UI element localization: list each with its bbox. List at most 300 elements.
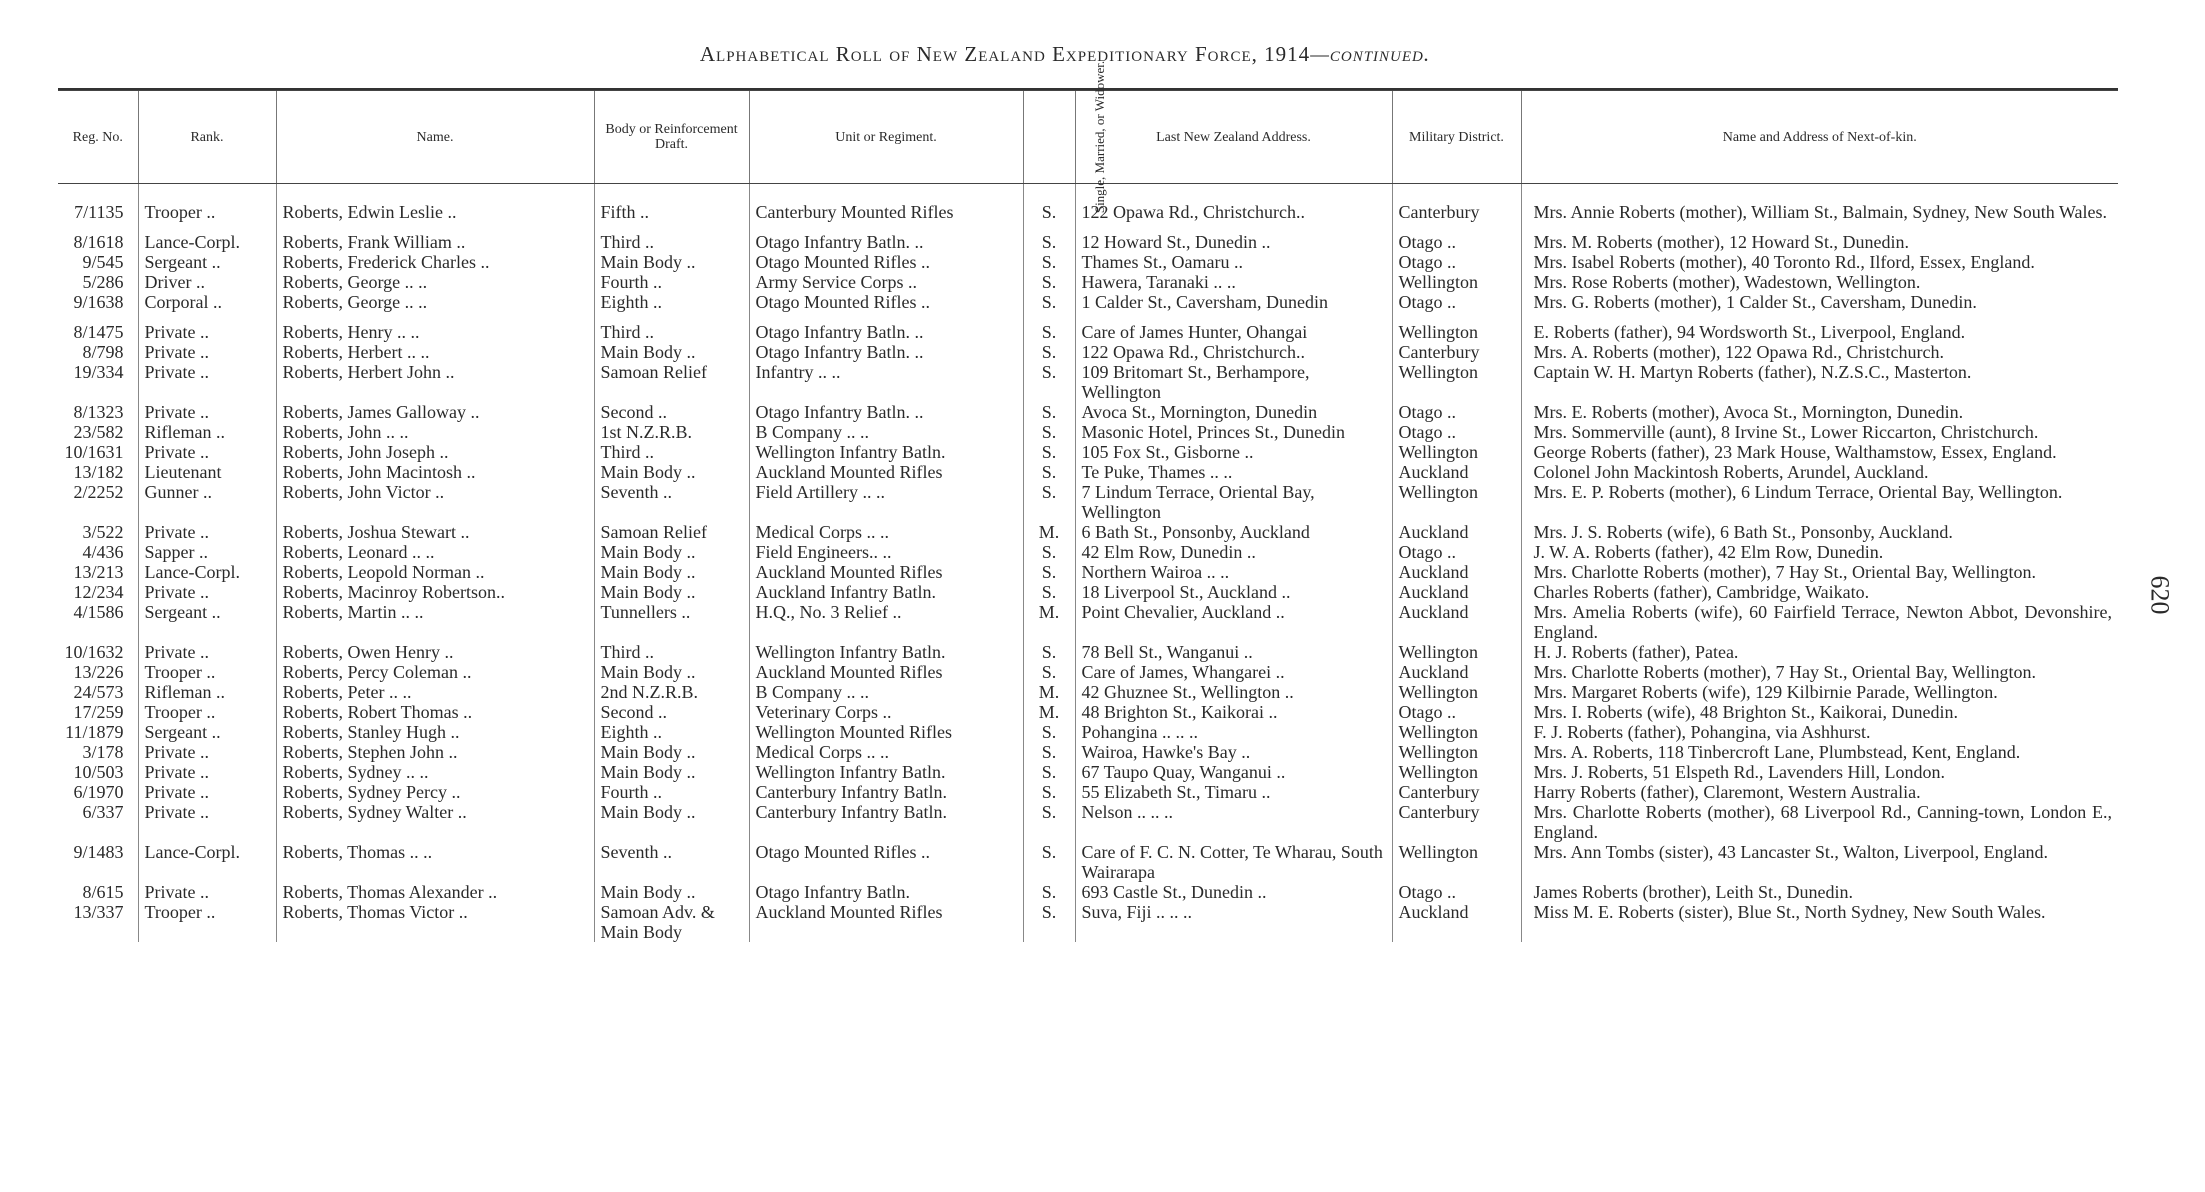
draft-cell: Main Body .. — [594, 742, 749, 762]
header-address: Last New Zealand Address. — [1075, 91, 1392, 184]
next-of-kin-cell: Colonel John Mackintosh Roberts, Arundel, Auckland. — [1521, 462, 2118, 482]
address-cell: Care of James Hunter, Ohangai — [1075, 312, 1392, 342]
name-cell: Roberts, Stanley Hugh .. — [276, 722, 594, 742]
status-cell: S. — [1023, 482, 1075, 522]
district-cell: Otago .. — [1392, 402, 1521, 422]
status-cell: S. — [1023, 252, 1075, 272]
draft-cell: Eighth .. — [594, 292, 749, 312]
reg-no-cell: 9/1483 — [73, 842, 124, 862]
address-cell: Thames St., Oamaru .. — [1075, 252, 1392, 272]
draft-cell: Fifth .. — [594, 202, 749, 222]
rank-cell: Sergeant .. — [138, 252, 276, 272]
draft-cell: Samoan Relief — [594, 522, 749, 542]
next-of-kin-cell: H. J. Roberts (father), Patea. — [1521, 642, 2118, 662]
reg-no-cell: 23/582 — [73, 422, 124, 442]
address-cell: Hawera, Taranaki .. .. — [1075, 272, 1392, 292]
next-of-kin-cell: Mrs. E. Roberts (mother), Avoca St., Mornington, Dunedin. — [1521, 402, 2118, 422]
draft-cell: Third .. — [594, 312, 749, 342]
table-row — [58, 292, 2118, 312]
unit-cell: Wellington Infantry Batln. — [749, 642, 1023, 662]
unit-cell: Otago Mounted Rifles .. — [749, 842, 1023, 882]
reg-no-cell: 10/503 — [73, 762, 124, 782]
status-cell: M. — [1023, 702, 1075, 722]
unit-cell: Otago Infantry Batln. .. — [749, 312, 1023, 342]
next-of-kin-cell: Mrs. J. S. Roberts (wife), 6 Bath St., Ponsonby, Auckland. — [1521, 522, 2118, 542]
unit-cell: Infantry .. .. — [749, 362, 1023, 402]
unit-cell: Otago Infantry Batln. .. — [749, 222, 1023, 252]
table-row — [58, 562, 2118, 582]
district-cell: Wellington — [1392, 442, 1521, 462]
table-row — [58, 202, 2118, 222]
unit-cell: Auckland Mounted Rifles — [749, 462, 1023, 482]
name-cell: Roberts, Peter .. .. — [276, 682, 594, 702]
district-cell: Otago .. — [1392, 222, 1521, 252]
rank-cell: Private .. — [138, 642, 276, 662]
address-cell: 48 Brighton St., Kaikorai .. — [1075, 702, 1392, 722]
next-of-kin-cell: Mrs. Rose Roberts (mother), Wadestown, Wellington. — [1521, 272, 2118, 292]
rank-cell: Sergeant .. — [138, 722, 276, 742]
rank-cell: Sapper .. — [138, 542, 276, 562]
table-row — [58, 522, 2118, 542]
status-cell: M. — [1023, 682, 1075, 702]
next-of-kin-cell: Charles Roberts (father), Cambridge, Waikato. — [1521, 582, 2118, 602]
next-of-kin-cell: Mrs. Margaret Roberts (wife), 129 Kilbirnie Parade, Wellington. — [1521, 682, 2118, 702]
address-cell: 18 Liverpool St., Auckland .. — [1075, 582, 1392, 602]
reg-no-cell: 10/1631 — [64, 442, 124, 462]
address-cell: 42 Ghuznee St., Wellington .. — [1075, 682, 1392, 702]
draft-cell: Eighth .. — [594, 722, 749, 742]
status-cell: S. — [1023, 642, 1075, 662]
table-row — [58, 442, 2118, 462]
district-cell: Wellington — [1392, 722, 1521, 742]
rank-cell: Gunner .. — [138, 482, 276, 522]
unit-cell: Otago Mounted Rifles .. — [749, 292, 1023, 312]
next-of-kin-cell: Mrs. M. Roberts (mother), 12 Howard St., Dunedin. — [1521, 222, 2118, 252]
status-cell: S. — [1023, 422, 1075, 442]
header-kin: Name and Address of Next-of-kin. — [1521, 91, 2118, 184]
status-cell: S. — [1023, 202, 1075, 222]
rank-cell: Private .. — [138, 582, 276, 602]
district-cell: Wellington — [1392, 272, 1521, 292]
table-row — [58, 882, 2118, 902]
unit-cell: Otago Infantry Batln. — [749, 882, 1023, 902]
name-cell: Roberts, John Macintosh .. — [276, 462, 594, 482]
district-cell: Otago .. — [1392, 292, 1521, 312]
status-cell: S. — [1023, 662, 1075, 682]
draft-cell: 1st N.Z.R.B. — [594, 422, 749, 442]
name-cell: Roberts, Martin .. .. — [276, 602, 594, 642]
address-cell: Suva, Fiji .. .. .. — [1075, 902, 1392, 942]
next-of-kin-cell: Mrs. A. Roberts (mother), 122 Opawa Rd., Christchurch. — [1521, 342, 2118, 362]
reg-no-cell: 3/178 — [82, 742, 124, 762]
district-cell: Otago .. — [1392, 422, 1521, 442]
reg-no-cell: 9/1638 — [73, 292, 124, 312]
next-of-kin-cell: James Roberts (brother), Leith St., Dunedin. — [1521, 882, 2118, 902]
address-cell: 122 Opawa Rd., Christchurch.. — [1075, 342, 1392, 362]
name-cell: Roberts, Thomas Alexander .. — [276, 882, 594, 902]
header-district: Military District. — [1392, 91, 1521, 184]
table-row — [58, 702, 2118, 722]
draft-cell: Fourth .. — [594, 272, 749, 292]
next-of-kin-cell: Mrs. Amelia Roberts (wife), 60 Fairfield Terrace, Newton Abbot, Devonshire, England. — [1521, 602, 2118, 642]
table-row — [58, 902, 2118, 942]
name-cell: Roberts, Frederick Charles .. — [276, 252, 594, 272]
district-cell: Auckland — [1392, 522, 1521, 542]
district-cell: Wellington — [1392, 742, 1521, 762]
draft-cell: Main Body .. — [594, 542, 749, 562]
rank-cell: Trooper .. — [138, 202, 276, 222]
status-cell: S. — [1023, 562, 1075, 582]
address-cell: Northern Wairoa .. .. — [1075, 562, 1392, 582]
reg-no-cell: 4/436 — [82, 542, 124, 562]
header-rank: Rank. — [138, 91, 276, 184]
next-of-kin-cell: J. W. A. Roberts (father), 42 Elm Row, Dunedin. — [1521, 542, 2118, 562]
reg-no-cell: 8/1323 — [73, 402, 124, 422]
name-cell: Roberts, Frank William .. — [276, 222, 594, 252]
next-of-kin-cell: F. J. Roberts (father), Pohangina, via Ashhurst. — [1521, 722, 2118, 742]
unit-cell: Otago Mounted Rifles .. — [749, 252, 1023, 272]
next-of-kin-cell: Miss M. E. Roberts (sister), Blue St., North Sydney, New South Wales. — [1521, 902, 2118, 942]
reg-no-cell: 2/2252 — [73, 482, 124, 502]
next-of-kin-cell: George Roberts (father), 23 Mark House, Walthamstow, Essex, England. — [1521, 442, 2118, 462]
rank-cell: Lance-Corpl. — [138, 222, 276, 252]
status-cell: S. — [1023, 362, 1075, 402]
roll-table — [58, 60, 2118, 942]
unit-cell: B Company .. .. — [749, 422, 1023, 442]
address-cell: 78 Bell St., Wanganui .. — [1075, 642, 1392, 662]
reg-no-cell: 10/1632 — [64, 642, 124, 662]
rank-cell: Lance-Corpl. — [138, 842, 276, 882]
rank-cell: Corporal .. — [138, 292, 276, 312]
rank-cell: Private .. — [138, 342, 276, 362]
rank-cell: Trooper .. — [138, 662, 276, 682]
address-cell: 693 Castle St., Dunedin .. — [1075, 882, 1392, 902]
rank-cell: Private .. — [138, 362, 276, 402]
status-cell: S. — [1023, 762, 1075, 782]
draft-cell: Third .. — [594, 642, 749, 662]
next-of-kin-cell: Mrs. J. Roberts, 51 Elspeth Rd., Lavenders Hill, London. — [1521, 762, 2118, 782]
rank-cell: Rifleman .. — [138, 682, 276, 702]
district-cell: Wellington — [1392, 842, 1521, 882]
header-name: Name. — [276, 91, 594, 184]
name-cell: Roberts, James Galloway .. — [276, 402, 594, 422]
name-cell: Roberts, Percy Coleman .. — [276, 662, 594, 682]
district-cell: Wellington — [1392, 642, 1521, 662]
next-of-kin-cell: Mrs. Sommerville (aunt), 8 Irvine St., Lower Riccarton, Christchurch. — [1521, 422, 2118, 442]
next-of-kin-cell: Harry Roberts (father), Claremont, Western Australia. — [1521, 782, 2118, 802]
reg-no-cell: 3/522 — [82, 522, 124, 542]
draft-cell: Third .. — [594, 222, 749, 252]
table-row — [58, 342, 2118, 362]
unit-cell: H.Q., No. 3 Relief .. — [749, 602, 1023, 642]
address-cell: 122 Opawa Rd., Christchurch.. — [1075, 202, 1392, 222]
rank-cell: Private .. — [138, 402, 276, 422]
status-cell: S. — [1023, 542, 1075, 562]
next-of-kin-cell: Mrs. Isabel Roberts (mother), 40 Toronto Rd., Ilford, Essex, England. — [1521, 252, 2118, 272]
roll-body — [58, 184, 2118, 943]
reg-no-cell: 5/286 — [82, 272, 124, 292]
reg-no-cell: 6/337 — [82, 802, 124, 822]
table-row — [58, 802, 2118, 842]
draft-cell: Main Body .. — [594, 252, 749, 272]
status-cell: S. — [1023, 882, 1075, 902]
reg-no-cell: 13/182 — [73, 462, 124, 482]
rank-cell: Lance-Corpl. — [138, 562, 276, 582]
address-cell: 6 Bath St., Ponsonby, Auckland — [1075, 522, 1392, 542]
draft-cell: Main Body .. — [594, 802, 749, 842]
rank-cell: Trooper .. — [138, 902, 276, 942]
district-cell: Wellington — [1392, 682, 1521, 702]
unit-cell: Army Service Corps .. — [749, 272, 1023, 292]
status-cell: S. — [1023, 402, 1075, 422]
name-cell: Roberts, Herbert John .. — [276, 362, 594, 402]
address-cell: Masonic Hotel, Princes St., Dunedin — [1075, 422, 1392, 442]
rank-cell: Driver .. — [138, 272, 276, 292]
reg-no-cell: 8/1618 — [73, 232, 124, 252]
page-number: 620 — [2145, 575, 2175, 615]
table-row — [58, 742, 2118, 762]
district-cell: Auckland — [1392, 562, 1521, 582]
name-cell: Roberts, Sydney Percy .. — [276, 782, 594, 802]
status-cell: M. — [1023, 602, 1075, 642]
table-row — [58, 402, 2118, 422]
district-cell: Wellington — [1392, 362, 1521, 402]
address-cell: Avoca St., Mornington, Dunedin — [1075, 402, 1392, 422]
next-of-kin-cell: Captain W. H. Martyn Roberts (father), N.Z.S.C., Masterton. — [1521, 362, 2118, 402]
next-of-kin-cell: Mrs. I. Roberts (wife), 48 Brighton St., Kaikorai, Dunedin. — [1521, 702, 2118, 722]
rank-cell: Private .. — [138, 742, 276, 762]
draft-cell: Seventh .. — [594, 842, 749, 882]
status-cell: S. — [1023, 582, 1075, 602]
name-cell: Roberts, Edwin Leslie .. — [276, 202, 594, 222]
status-cell: S. — [1023, 902, 1075, 942]
rank-cell: Private .. — [138, 442, 276, 462]
title-main: Alphabetical Roll of New Zealand Expeditionary Force, 1914 — [699, 42, 1311, 66]
district-cell: Otago .. — [1392, 542, 1521, 562]
table-row — [58, 782, 2118, 802]
rank-cell: Private .. — [138, 522, 276, 542]
next-of-kin-cell: Mrs. Annie Roberts (mother), William St., Balmain, Sydney, New South Wales. — [1521, 202, 2118, 222]
unit-cell: Wellington Infantry Batln. — [749, 442, 1023, 462]
unit-cell: B Company .. .. — [749, 682, 1023, 702]
address-cell: Care of F. C. N. Cotter, Te Wharau, South Wairarapa — [1075, 842, 1392, 882]
draft-cell: Main Body .. — [594, 582, 749, 602]
unit-cell: Field Artillery .. .. — [749, 482, 1023, 522]
unit-cell: Canterbury Infantry Batln. — [749, 782, 1023, 802]
reg-no-cell: 17/259 — [73, 702, 124, 722]
next-of-kin-cell: Mrs. A. Roberts, 118 Tinbercroft Lane, Plumbstead, Kent, England. — [1521, 742, 2118, 762]
reg-no-cell: 8/1475 — [73, 322, 124, 342]
status-cell: S. — [1023, 272, 1075, 292]
next-of-kin-cell: Mrs. Ann Tombs (sister), 43 Lancaster St., Walton, Liverpool, England. — [1521, 842, 2118, 882]
address-cell: 55 Elizabeth St., Timaru .. — [1075, 782, 1392, 802]
address-cell: Pohangina .. .. .. — [1075, 722, 1392, 742]
draft-cell: Main Body .. — [594, 762, 749, 782]
draft-cell: Seventh .. — [594, 482, 749, 522]
name-cell: Roberts, Henry .. .. — [276, 312, 594, 342]
district-cell: Auckland — [1392, 602, 1521, 642]
status-cell: S. — [1023, 802, 1075, 842]
district-cell: Canterbury — [1392, 202, 1521, 222]
next-of-kin-cell: Mrs. E. P. Roberts (mother), 6 Lindum Terrace, Oriental Bay, Wellington. — [1521, 482, 2118, 522]
district-cell: Wellington — [1392, 312, 1521, 342]
district-cell: Otago .. — [1392, 702, 1521, 722]
table-row — [58, 482, 2118, 522]
table-row — [58, 842, 2118, 882]
header-status-label: Single, Married, or Widower. — [1091, 60, 1107, 213]
reg-no-cell: 4/1586 — [73, 602, 124, 622]
address-cell: 12 Howard St., Dunedin .. — [1075, 222, 1392, 252]
reg-no-cell: 13/213 — [73, 562, 124, 582]
reg-no-cell: 11/1879 — [65, 722, 124, 742]
header-row — [58, 91, 2118, 184]
name-cell: Roberts, John Joseph .. — [276, 442, 594, 462]
status-cell: S. — [1023, 312, 1075, 342]
header-draft: Body or Reinforcement Draft. — [594, 91, 749, 184]
status-cell: S. — [1023, 342, 1075, 362]
reg-no-cell: 8/798 — [82, 342, 124, 362]
unit-cell: Wellington Mounted Rifles — [749, 722, 1023, 742]
name-cell: Roberts, George .. .. — [276, 292, 594, 312]
name-cell: Roberts, John Victor .. — [276, 482, 594, 522]
district-cell: Canterbury — [1392, 342, 1521, 362]
address-cell: Te Puke, Thames .. .. — [1075, 462, 1392, 482]
name-cell: Roberts, Stephen John .. — [276, 742, 594, 762]
district-cell: Otago .. — [1392, 252, 1521, 272]
draft-cell: Second .. — [594, 402, 749, 422]
unit-cell: Otago Infantry Batln. .. — [749, 342, 1023, 362]
address-cell: 109 Britomart St., Berhampore, Wellington — [1075, 362, 1392, 402]
address-cell: 1 Calder St., Caversham, Dunedin — [1075, 292, 1392, 312]
name-cell: Roberts, Sydney Walter .. — [276, 802, 594, 842]
title-suffix: —continued. — [1310, 42, 1431, 66]
draft-cell: Tunnellers .. — [594, 602, 749, 642]
draft-cell: Main Body .. — [594, 882, 749, 902]
next-of-kin-cell: Mrs. G. Roberts (mother), 1 Calder St., Caversham, Dunedin. — [1521, 292, 2118, 312]
reg-no-cell: 9/545 — [82, 252, 124, 272]
rank-cell: Lieutenant — [138, 462, 276, 482]
draft-cell: Main Body .. — [594, 342, 749, 362]
district-cell: Auckland — [1392, 662, 1521, 682]
status-cell: S. — [1023, 462, 1075, 482]
reg-no-cell: 12/234 — [73, 582, 124, 602]
unit-cell: Canterbury Mounted Rifles — [749, 202, 1023, 222]
draft-cell: Main Body .. — [594, 462, 749, 482]
district-cell: Auckland — [1392, 902, 1521, 942]
rank-cell: Private .. — [138, 762, 276, 782]
status-cell: S. — [1023, 842, 1075, 882]
status-cell: M. — [1023, 522, 1075, 542]
district-cell: Wellington — [1392, 762, 1521, 782]
address-cell: 42 Elm Row, Dunedin .. — [1075, 542, 1392, 562]
address-cell: Care of James, Whangarei .. — [1075, 662, 1392, 682]
unit-cell: Canterbury Infantry Batln. — [749, 802, 1023, 842]
status-cell: S. — [1023, 742, 1075, 762]
rank-cell: Trooper .. — [138, 702, 276, 722]
rank-cell: Rifleman .. — [138, 422, 276, 442]
name-cell: Roberts, Sydney .. .. — [276, 762, 594, 782]
next-of-kin-cell: E. Roberts (father), 94 Wordsworth St., Liverpool, England. — [1521, 312, 2118, 342]
name-cell: Roberts, George .. .. — [276, 272, 594, 292]
district-cell: Otago .. — [1392, 882, 1521, 902]
reg-no-cell: 8/615 — [82, 882, 124, 902]
header-unit: Unit or Regiment. — [749, 91, 1023, 184]
next-of-kin-cell: Mrs. Charlotte Roberts (mother), 7 Hay St., Oriental Bay, Wellington. — [1521, 662, 2118, 682]
name-cell: Roberts, Robert Thomas .. — [276, 702, 594, 722]
table-row — [58, 722, 2118, 742]
rank-cell: Private .. — [138, 882, 276, 902]
name-cell: Roberts, Macinroy Robertson.. — [276, 582, 594, 602]
unit-cell: Auckland Mounted Rifles — [749, 562, 1023, 582]
table-row — [58, 272, 2118, 292]
rank-cell: Private .. — [138, 802, 276, 842]
next-of-kin-cell: Mrs. Charlotte Roberts (mother), 7 Hay St., Oriental Bay, Wellington. — [1521, 562, 2118, 582]
address-cell: 105 Fox St., Gisborne .. — [1075, 442, 1392, 462]
reg-no-cell: 6/1970 — [73, 782, 124, 802]
unit-cell: Medical Corps .. .. — [749, 742, 1023, 762]
table-row — [58, 762, 2118, 782]
reg-no-cell: 7/1135 — [74, 202, 124, 222]
draft-cell: Main Body .. — [594, 662, 749, 682]
name-cell: Roberts, Leonard .. .. — [276, 542, 594, 562]
unit-cell: Auckland Mounted Rifles — [749, 662, 1023, 682]
unit-cell: Auckland Infantry Batln. — [749, 582, 1023, 602]
address-cell: Wairoa, Hawke's Bay .. — [1075, 742, 1392, 762]
name-cell: Roberts, Joshua Stewart .. — [276, 522, 594, 542]
name-cell: Roberts, John .. .. — [276, 422, 594, 442]
address-cell: 67 Taupo Quay, Wanganui .. — [1075, 762, 1392, 782]
draft-cell: Main Body .. — [594, 562, 749, 582]
name-cell: Roberts, Owen Henry .. — [276, 642, 594, 662]
unit-cell: Otago Infantry Batln. .. — [749, 402, 1023, 422]
rank-cell: Private .. — [138, 312, 276, 342]
district-cell: Auckland — [1392, 582, 1521, 602]
table-row — [58, 222, 2118, 252]
status-cell: S. — [1023, 442, 1075, 462]
status-cell: S. — [1023, 292, 1075, 312]
unit-cell: Field Engineers.. .. — [749, 542, 1023, 562]
draft-cell: Fourth .. — [594, 782, 749, 802]
draft-cell: Third .. — [594, 442, 749, 462]
address-cell: 7 Lindum Terrace, Oriental Bay, Wellington — [1075, 482, 1392, 522]
district-cell: Wellington — [1392, 482, 1521, 522]
draft-cell: Second .. — [594, 702, 749, 722]
name-cell: Roberts, Thomas Victor .. — [276, 902, 594, 942]
next-of-kin-cell: Mrs. Charlotte Roberts (mother), 68 Liverpool Rd., Canning-town, London E., England. — [1521, 802, 2118, 842]
rank-cell: Sergeant .. — [138, 602, 276, 642]
address-cell: Nelson .. .. .. — [1075, 802, 1392, 842]
table-row — [58, 422, 2118, 442]
header-reg-no: Reg. No. — [58, 91, 138, 184]
unit-cell: Veterinary Corps .. — [749, 702, 1023, 722]
unit-cell: Auckland Mounted Rifles — [749, 902, 1023, 942]
status-cell: S. — [1023, 222, 1075, 252]
reg-no-cell: 13/337 — [73, 902, 124, 922]
draft-cell: Samoan Adv. & Main Body — [594, 902, 749, 942]
unit-cell: Medical Corps .. .. — [749, 522, 1023, 542]
status-cell: S. — [1023, 782, 1075, 802]
table-row — [58, 662, 2118, 682]
draft-cell: Samoan Relief — [594, 362, 749, 402]
unit-cell: Wellington Infantry Batln. — [749, 762, 1023, 782]
name-cell: Roberts, Leopold Norman .. — [276, 562, 594, 582]
district-cell: Canterbury — [1392, 782, 1521, 802]
table-row — [58, 682, 2118, 702]
rank-cell: Private .. — [138, 782, 276, 802]
name-cell: Roberts, Herbert .. .. — [276, 342, 594, 362]
page-title — [0, 42, 2130, 67]
table-row — [58, 542, 2118, 562]
